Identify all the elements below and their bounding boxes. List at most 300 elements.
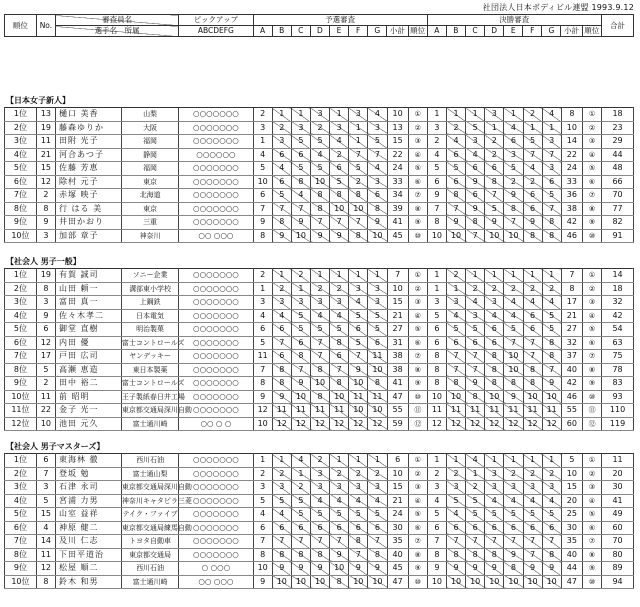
prelim-score: 10 [349, 377, 368, 391]
affiliation: 東京 [121, 175, 178, 189]
prelim-score: 12 [311, 417, 330, 431]
final-score: 7 [504, 336, 523, 350]
final-score: 1 [542, 454, 561, 468]
pickup-marks: ○○○○○○○ [179, 189, 253, 203]
prelim-score: 6 [368, 189, 387, 203]
number-cell: 8 [36, 202, 55, 216]
final-score: 1 [427, 269, 446, 283]
pickup-marks: ○○○○○○○ [179, 269, 253, 283]
rank-cell: 5位 [5, 508, 37, 522]
final-score: 11 [542, 404, 561, 418]
prelim-subtotal: 38 [387, 363, 408, 377]
prelim-score: 5 [291, 162, 310, 176]
prelim-score: 4 [330, 309, 349, 323]
final-subtotal: 47 [561, 575, 582, 589]
final-score: 9 [504, 189, 523, 203]
prelim-score: 5 [349, 309, 368, 323]
final-score: 2 [523, 467, 542, 481]
prelim-score: 6 [349, 323, 368, 337]
total-score: 18 [602, 282, 634, 296]
final-score: 2 [523, 175, 542, 189]
final-subtotal: 22 [561, 148, 582, 162]
prelim-score: 4 [272, 162, 291, 176]
number-cell: 15 [36, 508, 55, 522]
prelim-place: ⑫ [408, 417, 427, 431]
prelim-score: 1 [349, 121, 368, 135]
final-score: 8 [427, 350, 446, 364]
total-score: 94 [602, 575, 634, 589]
final-score: 2 [542, 467, 561, 481]
total-score: 83 [602, 377, 634, 391]
rank-cell: 9位 [5, 377, 37, 391]
prelim-score: 1 [272, 108, 291, 122]
athlete-name: 田附 光子 [56, 135, 122, 149]
athlete-name: 佐々木孝二 [56, 309, 122, 323]
final-place: ② [583, 467, 602, 481]
pickup-marks: ○○ ○ ○ [179, 417, 253, 431]
table-row [5, 323, 634, 337]
athlete-name: 御堂 直樹 [56, 323, 122, 337]
prelim-place: ① [408, 269, 427, 283]
final-score: 9 [466, 562, 485, 576]
final-score: 6 [427, 521, 446, 535]
table-row [5, 229, 634, 243]
final-score: 6 [485, 521, 504, 535]
table-row [5, 548, 634, 562]
prelim-score: 7 [330, 216, 349, 230]
affiliation: 東日本製薬 [121, 363, 178, 377]
number-cell: 7 [36, 467, 55, 481]
prelim-score: 8 [330, 336, 349, 350]
table-row [5, 404, 634, 418]
prelim-subtotal: 21 [387, 309, 408, 323]
final-score: 2 [485, 148, 504, 162]
final-score: 9 [466, 377, 485, 391]
rank-cell: 1位 [5, 108, 37, 122]
prelim-place: ⑧ [408, 363, 427, 377]
final-score: 4 [427, 148, 446, 162]
prelim-score: 9 [368, 562, 387, 576]
prelim-subtotal: 41 [387, 216, 408, 230]
prelim-score: 7 [291, 202, 310, 216]
final-score: 7 [466, 535, 485, 549]
final-score: 3 [485, 108, 504, 122]
number-cell: 2 [36, 189, 55, 203]
prelim-subtotal: 41 [387, 377, 408, 391]
final-score: 6 [523, 189, 542, 203]
final-score: 6 [485, 336, 504, 350]
prelim-score: 2 [330, 282, 349, 296]
prelim-score: 10 [368, 404, 387, 418]
final-score: 5 [542, 323, 561, 337]
prelim-score: 8 [311, 548, 330, 562]
prelim-score: 4 [291, 189, 310, 203]
final-score: 9 [466, 202, 485, 216]
final-subtotal: 35 [561, 535, 582, 549]
final-subtotal: 27 [561, 323, 582, 337]
number-cell: 5 [36, 363, 55, 377]
affiliation: 西川石油 [121, 454, 178, 468]
final-place: ③ [583, 296, 602, 310]
final-score: 8 [485, 377, 504, 391]
number-cell: 12 [36, 336, 55, 350]
prelim-place: ② [408, 467, 427, 481]
affiliation: 富士通川崎 [121, 575, 178, 589]
final-score: 1 [523, 121, 542, 135]
final-score: 7 [447, 363, 466, 377]
final-score: 8 [504, 202, 523, 216]
prelim-score: 8 [311, 202, 330, 216]
final-score: 4 [542, 494, 561, 508]
final-score: 9 [466, 175, 485, 189]
total-score: 82 [602, 216, 634, 230]
prelim-place: ② [408, 121, 427, 135]
prelim-score: 7 [272, 202, 291, 216]
table-row [5, 296, 634, 310]
prelim-score: 9 [272, 229, 291, 243]
final-place: ⑨ [583, 562, 602, 576]
prelim-subtotal: 6 [387, 454, 408, 468]
final-score: 8 [542, 548, 561, 562]
final-score: 4 [504, 121, 523, 135]
final-score: 6 [504, 521, 523, 535]
table-row [5, 535, 634, 549]
final-score: 3 [466, 135, 485, 149]
total-score: 78 [602, 363, 634, 377]
prelim-score: 2 [272, 467, 291, 481]
prelim-judge-1: B [272, 26, 291, 37]
organization-date: 社団法人日本ボディビル連盟 1993.9.12 [482, 3, 634, 12]
number-cell: 3 [36, 296, 55, 310]
table-row [5, 575, 634, 589]
prelim-score: 5 [368, 309, 387, 323]
final-score: 11 [523, 404, 542, 418]
affiliation: 東京都交通局 [121, 548, 178, 562]
pickup-marks: ○○○○○○○ [179, 481, 253, 495]
prelim-score: 5 [253, 162, 272, 176]
final-score: 8 [466, 216, 485, 230]
prelim-score: 9 [272, 390, 291, 404]
final-score: 6 [523, 323, 542, 337]
final-score: 3 [427, 121, 446, 135]
final-subtotal: 40 [561, 363, 582, 377]
final-score: 12 [485, 417, 504, 431]
final-score: 8 [542, 229, 561, 243]
final-score: 6 [447, 336, 466, 350]
pickup-marks: ○○○○○○○ [179, 121, 253, 135]
pickup-marks: ○○○○○○○ [179, 323, 253, 337]
prelim-score: 6 [291, 521, 310, 535]
prelim-score: 2 [311, 454, 330, 468]
prelim-subtotal: 45 [387, 229, 408, 243]
prelim-score: 5 [291, 508, 310, 522]
final-score: 3 [485, 296, 504, 310]
prelim-score: 11 [368, 390, 387, 404]
table-row [5, 108, 634, 122]
athlete-name: 山田 頼一 [56, 282, 122, 296]
prelim-score: 6 [253, 521, 272, 535]
section-table [4, 107, 634, 243]
number-cell: 17 [36, 350, 55, 364]
prelim-score: 3 [311, 296, 330, 310]
pickup-marks: ○○ ○○○ [179, 575, 253, 589]
final-score: 10 [427, 229, 446, 243]
final-score: 5 [542, 309, 561, 323]
final-score: 7 [523, 350, 542, 364]
prelim-score: 3 [368, 481, 387, 495]
final-subtotal: 42 [561, 216, 582, 230]
athlete-name: 高瀬 恵造 [56, 363, 122, 377]
final-score: 11 [427, 404, 446, 418]
pickup-marks: ○○○○○○○ [179, 309, 253, 323]
section-title: 【日本女子新人】 [6, 96, 70, 105]
prelim-subtotal: 7 [387, 269, 408, 283]
prelim-score: 1 [253, 135, 272, 149]
prelim-score: 9 [311, 562, 330, 576]
prelim-score: 4 [311, 494, 330, 508]
rank-cell: 6位 [5, 336, 37, 350]
final-subtotal: 42 [561, 377, 582, 391]
final-place: ⑥ [583, 336, 602, 350]
total-score: 70 [602, 535, 634, 549]
prelim-score: 10 [368, 229, 387, 243]
final-score: 5 [466, 121, 485, 135]
prelim-score: 6 [272, 148, 291, 162]
athlete-name: 宮浦 力男 [56, 494, 122, 508]
prelim-place: ④ [408, 148, 427, 162]
pickup-marks: ○○○○○○ [179, 148, 253, 162]
section-title: 【社会人 男子マスターズ】 [6, 442, 105, 451]
final-judge-0: A [427, 26, 446, 37]
prelim-score: 8 [330, 575, 349, 589]
final-score: 8 [523, 377, 542, 391]
prelim-score: 10 [330, 202, 349, 216]
final-place: ⑪ [583, 404, 602, 418]
prelim-score: 8 [349, 535, 368, 549]
prelim-subtotal: 21 [387, 494, 408, 508]
prelim-score: 1 [368, 269, 387, 283]
affiliation: 東京 [121, 202, 178, 216]
prelim-judge-2: C [291, 26, 310, 37]
prelim-subtotal: 15 [387, 135, 408, 149]
header-rank: 順位 [5, 15, 37, 37]
rank-cell: 6位 [5, 521, 37, 535]
final-place: ⑦ [583, 189, 602, 203]
prelim-score: 3 [368, 121, 387, 135]
final-place-header: 順位 [582, 26, 601, 37]
athlete-name: 樋口 美香 [56, 108, 122, 122]
prelim-score: 11 [272, 404, 291, 418]
final-score: 10 [447, 229, 466, 243]
final-score: 8 [542, 216, 561, 230]
final-score: 7 [485, 535, 504, 549]
prelim-score: 8 [272, 377, 291, 391]
pickup-marks: ○○○○○○○ [179, 350, 253, 364]
final-score: 4 [542, 296, 561, 310]
final-score: 1 [542, 269, 561, 283]
prelim-score: 7 [253, 202, 272, 216]
prelim-score: 12 [330, 417, 349, 431]
table-row [5, 363, 634, 377]
prelim-score: 7 [368, 148, 387, 162]
prelim-score: 5 [291, 135, 310, 149]
affiliation: テイク・ファイブ [121, 508, 178, 522]
total-score: 41 [602, 494, 634, 508]
rank-cell: 1位 [5, 269, 37, 283]
prelim-subtotal: 55 [387, 404, 408, 418]
prelim-score: 10 [311, 575, 330, 589]
prelim-judge-0: A [253, 26, 272, 37]
athlete-name: 田中 裕二 [56, 377, 122, 391]
final-place: ⑩ [583, 229, 602, 243]
prelim-score: 8 [253, 548, 272, 562]
prelim-score: 8 [349, 229, 368, 243]
prelim-score: 3 [291, 121, 310, 135]
prelim-score: 8 [272, 548, 291, 562]
prelim-score: 3 [272, 135, 291, 149]
total-score: 60 [602, 521, 634, 535]
final-score: 5 [427, 508, 446, 522]
prelim-score: 8 [330, 377, 349, 391]
final-score: 8 [542, 336, 561, 350]
prelim-score: 2 [272, 282, 291, 296]
affiliation: 東京都交通局深川自動 [121, 481, 178, 495]
prelim-score: 4 [311, 148, 330, 162]
final-place: ④ [583, 309, 602, 323]
pickup-marks: ○○○○○○○ [179, 282, 253, 296]
final-place: ② [583, 121, 602, 135]
prelim-score: 2 [311, 282, 330, 296]
rank-cell: 9位 [5, 562, 37, 576]
prelim-score: 8 [272, 216, 291, 230]
affiliation: 福岡 [121, 135, 178, 149]
section-table [4, 453, 634, 589]
prelim-score: 3 [349, 481, 368, 495]
prelim-score: 6 [368, 521, 387, 535]
number-cell: 11 [36, 548, 55, 562]
final-score: 8 [485, 350, 504, 364]
number-cell: 21 [36, 148, 55, 162]
header-pickup: ピックアップ [179, 15, 253, 26]
final-subtotal: 46 [561, 390, 582, 404]
final-score: 10 [485, 575, 504, 589]
header-prelim: 予選審査 [253, 15, 427, 26]
final-score: 1 [542, 121, 561, 135]
affiliation: 日本電気 [121, 309, 178, 323]
final-score: 9 [523, 562, 542, 576]
pickup-marks: ○ ○○○ [179, 562, 253, 576]
prelim-subtotal: 47 [387, 575, 408, 589]
prelim-score: 5 [291, 309, 310, 323]
final-score: 4 [427, 494, 446, 508]
prelim-score: 8 [253, 229, 272, 243]
prelim-score: 8 [368, 202, 387, 216]
prelim-score: 8 [330, 189, 349, 203]
final-subtotal: 40 [561, 548, 582, 562]
table-row [5, 148, 634, 162]
prelim-score: 6 [272, 323, 291, 337]
prelim-score: 12 [349, 417, 368, 431]
pickup-marks: ○○○○○○○ [179, 296, 253, 310]
prelim-score: 9 [311, 229, 330, 243]
final-score: 5 [447, 494, 466, 508]
prelim-score: 5 [272, 494, 291, 508]
prelim-score: 3 [272, 296, 291, 310]
final-score: 10 [427, 575, 446, 589]
pickup-marks: ○○○○○○○ [179, 390, 253, 404]
final-score: 3 [485, 467, 504, 481]
affiliation: 明治製菓 [121, 323, 178, 337]
prelim-place: ⑤ [408, 323, 427, 337]
table-row [5, 282, 634, 296]
final-score: 6 [504, 135, 523, 149]
prelim-score: 8 [311, 390, 330, 404]
final-score: 2 [447, 121, 466, 135]
final-score: 10 [485, 390, 504, 404]
final-place: ⑦ [583, 535, 602, 549]
header-total: 合計 [601, 15, 633, 37]
final-score: 5 [485, 202, 504, 216]
final-place: ⑧ [583, 548, 602, 562]
final-score: 9 [523, 216, 542, 230]
final-score: 7 [523, 336, 542, 350]
pickup-marks: ○○○○○○○ [179, 108, 253, 122]
number-cell: 5 [36, 494, 55, 508]
affiliation: 西川石油 [121, 562, 178, 576]
final-score: 9 [504, 548, 523, 562]
affiliation: 三重 [121, 216, 178, 230]
prelim-subtotal: 15 [387, 481, 408, 495]
prelim-score: 1 [330, 108, 349, 122]
athlete-name: 除村 元子 [56, 175, 122, 189]
prelim-score: 5 [349, 162, 368, 176]
prelim-score: 7 [349, 216, 368, 230]
prelim-score: 7 [311, 350, 330, 364]
final-judge-4: E [504, 26, 523, 37]
prelim-score: 6 [311, 521, 330, 535]
final-score: 4 [485, 309, 504, 323]
prelim-score: 7 [253, 535, 272, 549]
affiliation: 上鋼鉄 [121, 296, 178, 310]
final-score: 5 [504, 162, 523, 176]
prelim-place: ③ [408, 296, 427, 310]
prelim-score: 7 [272, 535, 291, 549]
prelim-place-header: 順位 [408, 26, 427, 37]
prelim-score: 9 [291, 562, 310, 576]
final-score: 5 [523, 508, 542, 522]
final-score: 9 [504, 390, 523, 404]
affiliation: 富士通山梨 [121, 467, 178, 481]
prelim-place: ⑥ [408, 336, 427, 350]
final-score: 8 [427, 548, 446, 562]
prelim-subtotal: 30 [387, 521, 408, 535]
prelim-score: 3 [272, 481, 291, 495]
prelim-score: 10 [253, 417, 272, 431]
prelim-place: ⑦ [408, 535, 427, 549]
final-score: 2 [542, 282, 561, 296]
table-row [5, 521, 634, 535]
final-score: 6 [466, 336, 485, 350]
total-score: 49 [602, 508, 634, 522]
final-score: 2 [523, 282, 542, 296]
score-table-header [4, 14, 634, 37]
rank-cell: 8位 [5, 548, 37, 562]
final-subtotal: 20 [561, 494, 582, 508]
final-score: 8 [466, 390, 485, 404]
final-score: 7 [523, 148, 542, 162]
final-score: 8 [447, 548, 466, 562]
prelim-judge-5: F [349, 26, 368, 37]
